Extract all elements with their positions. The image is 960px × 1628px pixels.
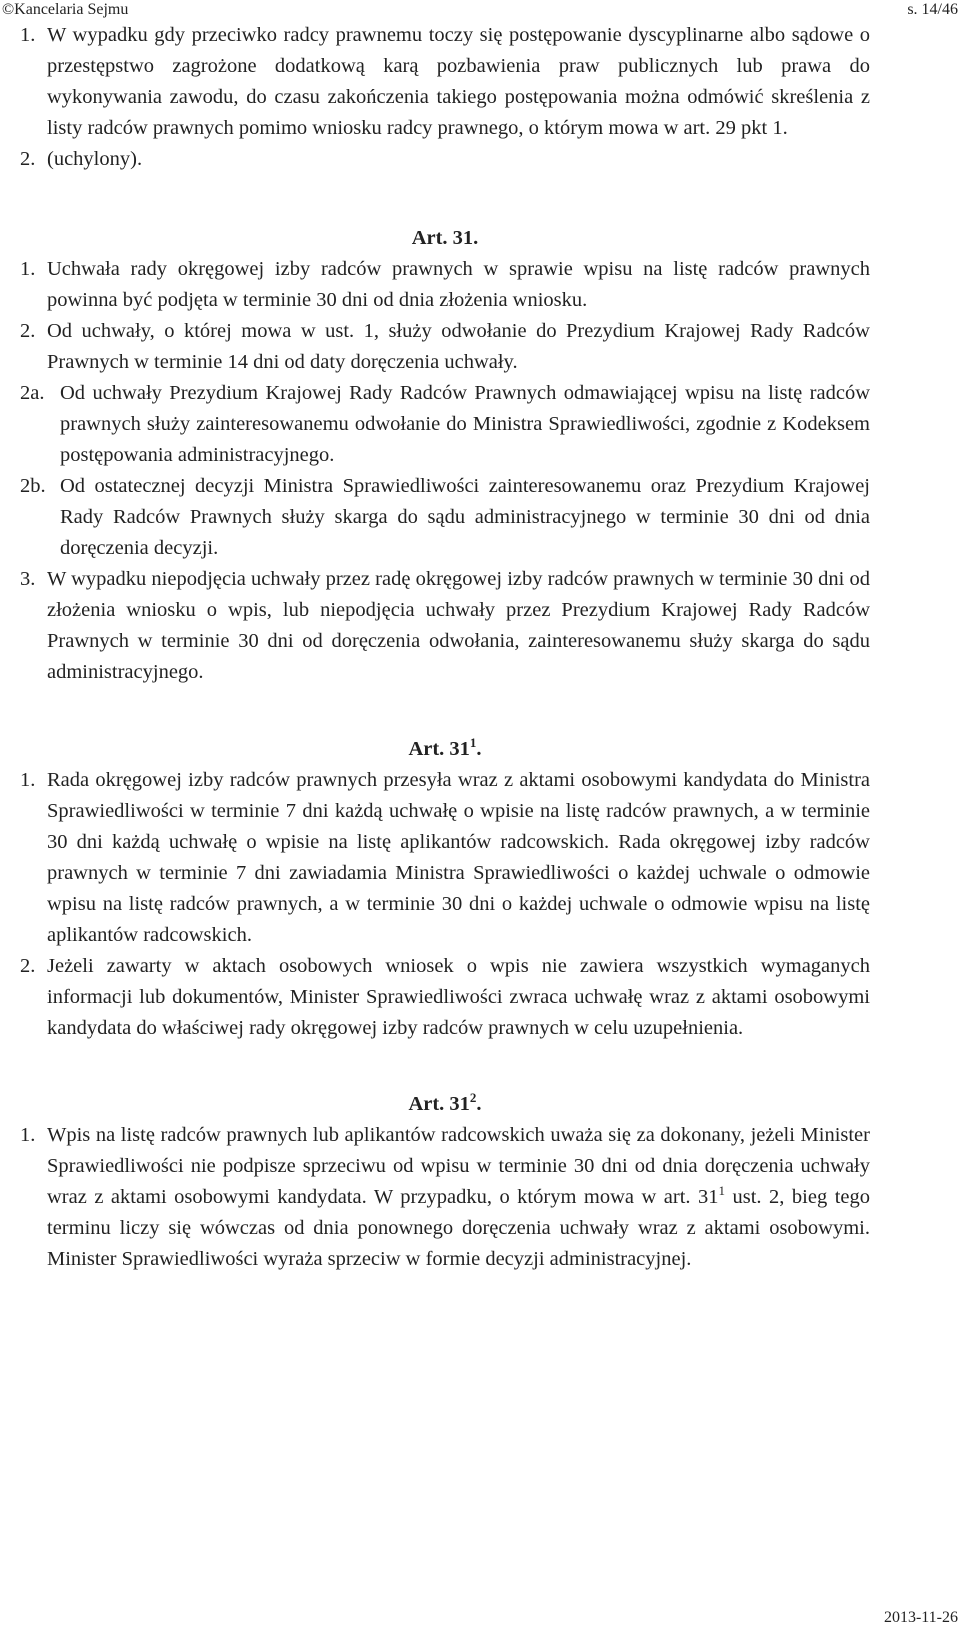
paragraph-text: Od ostatecznej decyzji Ministra Sprawiedliwości zainteresowanemu oraz Prezydium Krajowej Rady Radców Prawnych służy skarga do sądu administracyjnego w terminie 30 dni od dnia doręczenia decyzji. (60, 475, 870, 559)
heading-text: Art. 31 (408, 1093, 470, 1115)
paragraph-text: Jeżeli zawarty w aktach osobowych wniosek o wpis nie zawiera wszystkich wymaganych informacji lub dokumentów, Minister Sprawiedliwości zwraca uchwałę wraz z aktami osobowymi kandydata do właściwej rady okręgowej izby radców prawnych w celu uzupełnienia. (47, 955, 870, 1039)
paragraph-number: 1. (20, 258, 36, 280)
text-part-b: ust. 2, bieg tego terminu liczy się wówczas od dnia ponownego doręczenia uchwały wraz z aktami osobowymi. Minister Sprawiedliwości wyraża sprzeciw w formie decyzji administracyjnej. (47, 1186, 870, 1270)
article-heading-31: Art. 31. (411, 227, 479, 249)
paragraph-text: Uchwała rady okręgowej izby radców prawnych w sprawie wpisu na listę radców prawnych powinna być podjęta w terminie 30 dni od dnia złożenia wniosku. (47, 258, 870, 311)
paragraph-art31-2a (20, 378, 870, 471)
paragraph-art31-2b (20, 471, 870, 564)
paragraph-number: 2. (20, 148, 36, 170)
paragraph-number: 2b. (20, 475, 46, 497)
article-heading-31-2 (20, 1089, 870, 1120)
paragraph-text: W wypadku niepodjęcia uchwały przez radę okręgowej izby radców prawnych w terminie 30 dni od złożenia wniosku o wpis, lub niepodjęcia uchwały przez Prezydium Krajowej Rady Radców Prawnych w terminie 30 dni od doręczenia odwołania, zainteresowanemu służy skarga do sądu administracyjnego. (47, 568, 870, 683)
paragraph-text: Od uchwały, o której mowa w ust. 1, służy odwołanie do Prezydium Krajowej Rady Radców Prawnych w terminie 14 dni od daty doręczenia uchwały. (47, 320, 870, 373)
article-heading-31-1 (20, 734, 870, 765)
heading-text: Art. 31 (408, 738, 470, 760)
heading-end: . (476, 738, 482, 760)
paragraph-number: 1. (20, 1124, 36, 1146)
heading-superscript: 1 (469, 735, 477, 751)
paragraph-number: 2. (20, 955, 36, 977)
paragraph-art31-1-1 (20, 765, 870, 951)
paragraph-text: Rada okręgowej izby radców prawnych przesyła wraz z aktami osobowymi kandydata do Ministra Sprawiedliwości w terminie 7 dni każdą uchwałę o wpisie na listę radców prawnych, a w terminie 30 dni każdą uchwałę o wpisie na listę aplikantów radcowskich. Rada okręgowej izby radców prawnych w terminie 7 dni zawiadamia Ministra Sprawiedliwości o każdej uchwale o odmowie wpisu na listę radców prawnych, a w terminie 30 dni o każdej uchwale o odmowie wpisu na listę aplikantów radcowskich. (47, 769, 870, 946)
paragraph-art31-1-2 (20, 951, 870, 1044)
paragraph-art30-2 (20, 144, 870, 175)
paragraph-number: 1. (20, 24, 36, 46)
paragraph-art31-3 (20, 564, 870, 688)
footer-date: 2013-11-26 (883, 1609, 958, 1626)
inline-superscript: 1 (718, 1183, 726, 1199)
paragraph-number: 2. (20, 320, 36, 342)
heading-end: . (476, 1093, 482, 1115)
paragraph-number: 2a. (20, 382, 45, 404)
document-body (20, 20, 870, 1275)
paragraph-art30-1 (20, 20, 870, 144)
paragraph-art31-2-1 (20, 1120, 870, 1275)
page-number: s. 14/46 (907, 1, 958, 18)
copyright-header: ©Kancelaria Sejmu (2, 1, 129, 18)
paragraph-text: W wypadku gdy przeciwko radcy prawnemu toczy się postępowanie dyscyplinarne albo sądowe o przestępstwo zagrożone dodatkową karą pozbawienia praw publicznych lub prawa do wykonywania zawodu, do czasu zakończenia takiego postępowania można odmówić skreślenia z listy radców prawnych pomimo wniosku radcy prawnego, o którym mowa w art. 29 pkt 1. (47, 24, 870, 139)
paragraph-art31-2 (20, 316, 870, 378)
paragraph-number: 1. (20, 769, 36, 791)
paragraph-art31-1 (20, 254, 870, 316)
paragraph-text: Od uchwały Prezydium Krajowej Rady Radców Prawnych odmawiającej wpisu na listę radców prawnych służy zainteresowanemu odwołanie do Ministra Sprawiedliwości, zgodnie z Kodeksem postępowania administracyjnego. (60, 382, 870, 466)
paragraph-number: 3. (20, 568, 36, 590)
paragraph-text: (uchylony). (47, 148, 143, 170)
heading-superscript: 2 (469, 1090, 477, 1106)
paragraph-text (47, 1120, 870, 1275)
text-part-a: Wpis na listę radców prawnych lub aplikantów radcowskich uważa się za dokonany, jeżeli Minister Sprawiedliwości nie podpisze sprzeciwu od wpisu w terminie 30 dni od dnia doręczenia uchwały wraz z aktami osobowymi kandydata. W przypadku, o którym mowa w art. 31 (47, 1124, 870, 1208)
